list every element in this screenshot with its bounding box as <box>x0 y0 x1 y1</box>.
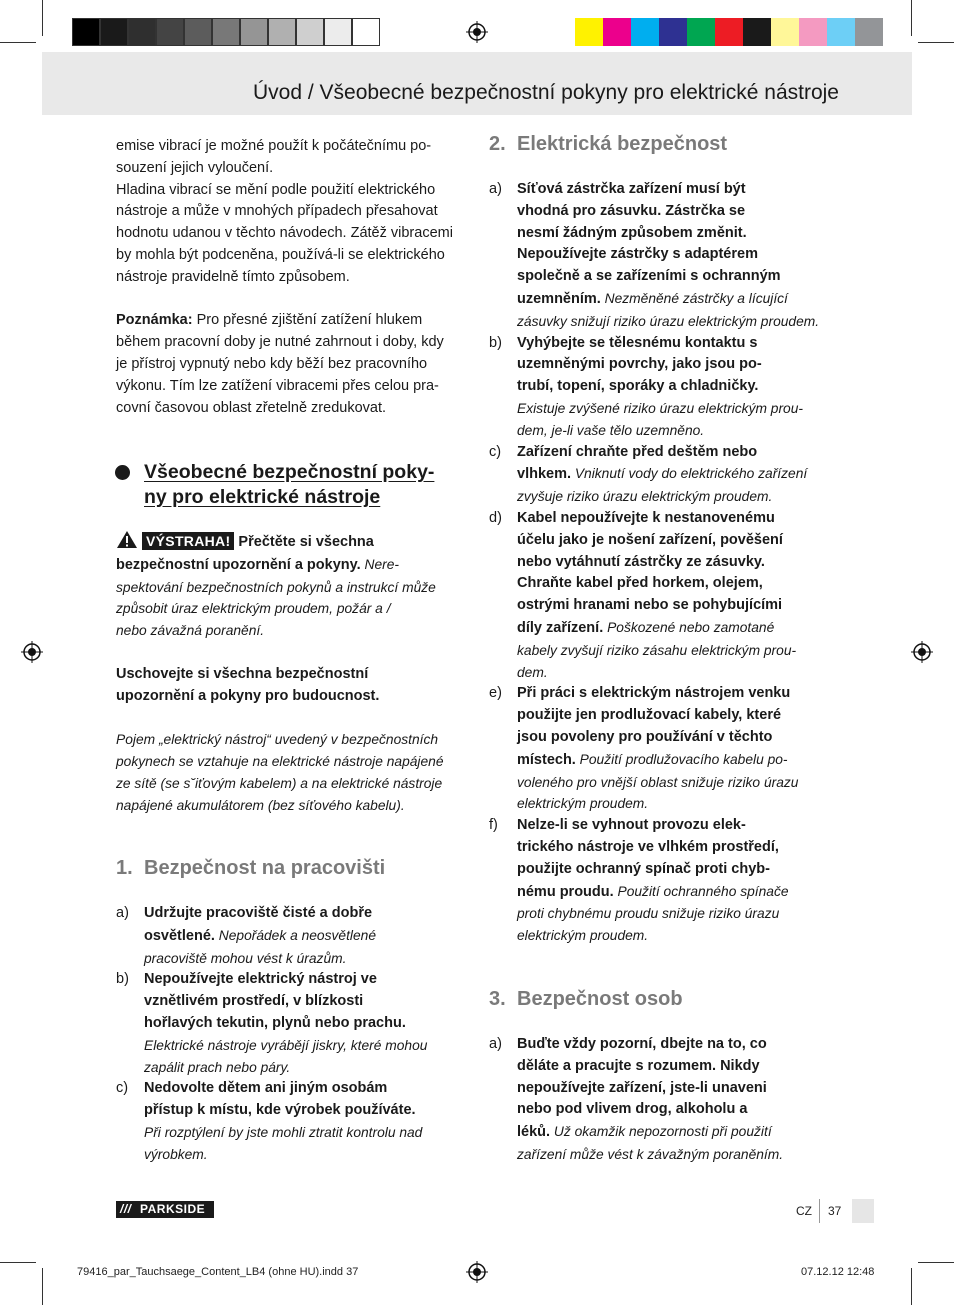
warning-bold: bezpečnostní upozornění a pokyny. <box>116 556 361 573</box>
item-bold: trického nástroje ve vlhkém prostředí, <box>517 838 779 855</box>
item-bold: použijte ochranný spínač proti chyb- <box>517 860 770 877</box>
registration-mark-icon <box>911 641 933 663</box>
item-bold: hořlavých tekutin, plynů nebo prachu. <box>144 1014 406 1031</box>
registration-mark-icon <box>21 641 43 663</box>
item-bold: uzemněním. <box>517 290 601 307</box>
heading-line: Všeobecné bezpečnostní poky- <box>144 461 435 483</box>
term-line: ze sítě (se s˘iťovým kabelem) a na elektrické nástroje <box>116 775 443 791</box>
item-bold: ostrými hranami nebo se pohybujícími <box>517 597 783 614</box>
item-bold: Chraňte kabel před horkem, olejem, <box>517 575 763 592</box>
note-line: Pro přesné zjištění zatížení hlukem <box>192 312 423 329</box>
item-italic: Už okamžik nepozornosti při použití <box>550 1124 772 1140</box>
item-bold: děláte a pracujte s rozumem. Nikdy <box>517 1057 760 1074</box>
crop-mark <box>918 42 954 43</box>
section-heading <box>489 988 683 1011</box>
process-swatch <box>659 18 687 46</box>
bullet-icon <box>115 465 130 480</box>
item-bold: Nepoužívejte zástrčky s adaptérem <box>517 246 758 263</box>
note-line: během pracovní doby je nutné zahrnout i doby, kdy <box>116 334 444 351</box>
intro-line: nástroje pravidelně tímto způsobem. <box>116 268 350 285</box>
item-italic: Vniknutí vody do elektrického zařízení <box>571 466 808 482</box>
section-heading <box>489 133 727 156</box>
item-bold: Zařízení chraňte před deštěm nebo <box>517 443 758 460</box>
gray-swatch <box>324 18 352 46</box>
item-label: e) <box>489 685 502 702</box>
gray-swatch <box>296 18 324 46</box>
item-italic: Poškozené nebo zamotané <box>603 619 775 635</box>
item-bold: nepoužívejte zařízení, jste-li unaveni <box>517 1079 767 1096</box>
warning-italic: Nere- <box>360 556 399 572</box>
keep-line: upozornění a pokyny pro budoucnost. <box>116 687 380 704</box>
item-label: b) <box>116 971 129 988</box>
gray-swatch <box>184 18 212 46</box>
note-line: je přístroj vypnutý nebo kdy běží bez pracovního <box>116 355 428 372</box>
list-item <box>489 508 849 683</box>
section-list <box>489 179 849 947</box>
item-bold: nebo vytáhnutí zástrčky ze zásuvky. <box>517 553 765 570</box>
item-label: f) <box>489 817 498 834</box>
item-bold: účelu jako je nošení zařízení, pověšení <box>517 531 783 548</box>
process-swatch <box>631 18 659 46</box>
item-italic: dem. <box>517 664 548 680</box>
item-bold: Buďte vždy pozorní, dbejte na to, co <box>517 1036 767 1052</box>
item-label: b) <box>489 334 502 351</box>
gray-swatch <box>156 18 184 46</box>
registration-mark-icon <box>466 21 488 43</box>
item-italic: kabely zvyšují riziko zásahu elektrickým prou- <box>517 642 797 658</box>
process-swatch <box>743 18 771 46</box>
gray-swatch <box>240 18 268 46</box>
gray-swatch <box>268 18 296 46</box>
process-swatch <box>827 18 855 46</box>
item-italic: elektrickým proudem. <box>517 928 649 944</box>
warning-tag: VÝSTRAHA! <box>142 532 234 550</box>
item-italic: zařízení může vést k závažným poraněním. <box>517 1146 784 1162</box>
item-italic: zapálit prach nebo páry. <box>144 1059 291 1075</box>
process-swatch <box>771 18 799 46</box>
process-swatch <box>575 18 603 46</box>
item-bold: Síťová zástrčka zařízení musí být <box>517 181 746 197</box>
item-bold: Nelze-li se vyhnout provozu elek- <box>517 817 746 834</box>
page-number: 37 <box>828 1204 842 1218</box>
item-italic: dem, je-li vaše tělo uzemněno. <box>517 422 705 438</box>
intro-line: hodnotu udanou v těchto návodech. Zátěž vibracemi <box>116 225 453 242</box>
section-title: Elektrická bezpečnost <box>517 133 728 155</box>
left-column <box>116 136 468 419</box>
warning-triangle-icon <box>116 530 138 549</box>
intro-line: emise vibrací je možné použít k počátečnímu po- <box>116 138 432 154</box>
term-line: Pojem „elektrický nástroj“ uvedený v bezpečnostních <box>116 732 439 748</box>
item-bold: přístup k místu, kde výrobek používáte. <box>144 1102 416 1119</box>
term-definition <box>116 729 468 816</box>
item-italic: pracoviště mohou vést k úrazům. <box>144 950 347 966</box>
file-slug: 79416_par_Tauchsaege_Content_LB4 (ohne HU).indd 37 <box>77 1266 359 1278</box>
list-item <box>489 683 849 815</box>
item-bold: společně a se zařízeními s ochranným <box>517 268 781 285</box>
item-label: d) <box>489 509 502 526</box>
item-bold: místech. <box>517 751 576 768</box>
item-italic: zvyšuje riziko úrazu elektrickým proudem. <box>517 489 773 505</box>
section-title: Bezpečnost na pracovišti <box>144 857 386 879</box>
note-line: výkonu. Tím lze zatížení vibracemi přes celou pra- <box>116 377 439 394</box>
warning-block <box>116 530 468 816</box>
item-label: c) <box>116 1080 129 1097</box>
keep-instructions <box>116 664 468 708</box>
item-italic: Při rozptýlení by jste mohli ztratit kontrolu nad <box>144 1124 423 1140</box>
item-italic: Nezměněné zástrčky a lícující <box>600 290 788 306</box>
intro-line: by mohla být podceněna, používá-li se elektrického <box>116 246 445 263</box>
crop-mark <box>911 0 912 36</box>
item-bold: léků. <box>517 1124 551 1141</box>
section-number: 1. <box>116 857 133 879</box>
item-label: c) <box>489 443 502 460</box>
item-bold: osvětlené. <box>144 927 215 944</box>
list-item <box>489 179 849 333</box>
note-line: covní časovou oblast zřetelně zredukovat. <box>116 399 387 416</box>
section-list <box>116 903 468 1166</box>
language-code: CZ <box>796 1204 812 1218</box>
item-bold: Udržujte pracoviště čisté a dobře <box>144 905 373 921</box>
item-bold: Při práci s elektrickým nástrojem venku <box>517 685 791 702</box>
gray-swatch <box>72 18 100 46</box>
item-italic: Elektrické nástroje vyrábějí jiskry, které mohou <box>144 1037 428 1053</box>
list-item <box>489 442 849 508</box>
list-item <box>116 1078 468 1165</box>
list-item <box>116 903 468 969</box>
section-number: 3. <box>489 988 506 1010</box>
process-swatch <box>715 18 743 46</box>
item-bold: nému proudu. <box>517 883 614 900</box>
crop-mark <box>0 42 36 43</box>
item-italic: Použití prodlužovacího kabelu po- <box>575 751 788 767</box>
note-label: Poznámka: <box>116 312 193 329</box>
registration-mark-icon <box>466 1261 488 1283</box>
item-bold: použijte jen prodlužovací kabely, které <box>517 707 782 724</box>
section-heading <box>116 857 385 880</box>
item-bold: Nedovolte dětem ani jiným osobám <box>144 1080 388 1097</box>
item-bold: trubí, topení, sporáky a chladničky. <box>517 378 759 395</box>
term-line: pokynech se vztahuje na elektrické nástroje napájené <box>116 753 444 769</box>
section-number: 2. <box>489 133 506 155</box>
list-item <box>489 1034 849 1166</box>
gray-swatch <box>352 18 380 46</box>
intro-line: Hladina vibrací se mění podle použití elektrického <box>116 181 436 198</box>
item-bold: jsou povoleny pro používání v těchto <box>517 728 773 745</box>
warning-italic: spektování bezpečnostních pokynů a instrukcí může <box>116 579 436 595</box>
item-bold: nesmí žádným způsobem změnit. <box>517 224 747 241</box>
process-swatch <box>799 18 827 46</box>
warning-bold: Přečtěte si všechna <box>234 534 374 550</box>
gray-swatch <box>212 18 240 46</box>
item-italic: zásuvky snižují riziko úrazu elektrickým proudem. <box>517 313 820 329</box>
item-bold: Vyhýbejte se tělesnému kontaktu s <box>517 334 758 351</box>
item-bold: Nepoužívejte elektrický nástroj ve <box>144 971 377 988</box>
process-swatch <box>687 18 715 46</box>
main-section-heading <box>144 460 474 510</box>
item-bold: vznětlivém prostředí, v blízkosti <box>144 993 364 1010</box>
item-label: a) <box>116 905 129 921</box>
item-bold: nebo pod vlivem drog, alkoholu a <box>517 1101 748 1118</box>
item-bold: Kabel nepoužívejte k nestanovenému <box>517 509 775 526</box>
process-swatch <box>603 18 631 46</box>
warning-italic: způsobit úraz elektrickým proudem, požár a / <box>116 601 391 617</box>
list-item <box>489 333 849 442</box>
item-italic: Existuje zvýšené riziko úrazu elektrickým prou- <box>517 400 803 416</box>
crop-mark <box>918 1262 954 1263</box>
list-item <box>116 969 468 1078</box>
item-italic: výrobkem. <box>144 1146 208 1162</box>
note-paragraph <box>116 310 468 419</box>
item-label: a) <box>489 181 502 197</box>
crop-mark <box>0 1262 36 1263</box>
intro-line: souzení jejich vyloučení. <box>116 159 274 176</box>
logo-stripes-icon: /// <box>120 1202 132 1216</box>
keep-line: Uschovejte si všechna bezpečnostní <box>116 665 369 682</box>
crop-mark <box>911 1268 912 1305</box>
item-italic: proti chybnému proudu snižuje riziko úrazu <box>517 906 780 922</box>
intro-line: nástroje a může v mnohých případech přesahovat <box>116 203 438 220</box>
item-bold: uzemněnými povrchy, jako jsou po- <box>517 356 762 373</box>
item-bold: vhodná pro zásuvku. Zástrčka se <box>517 202 746 219</box>
brand-name: PARKSIDE <box>140 1202 206 1216</box>
intro-paragraph <box>116 136 468 289</box>
section-title: Bezpečnost osob <box>517 988 683 1010</box>
term-line: napájené akumulátorem (bez síťového kabelu). <box>116 797 405 813</box>
page-tab <box>852 1199 874 1223</box>
list-item <box>489 815 849 947</box>
crop-mark <box>42 0 43 36</box>
item-italic: voleného pro vnější oblast snižuje riziko úrazu <box>517 774 799 790</box>
warning-italic: nebo závažná poranění. <box>116 623 265 639</box>
item-bold: vlhkem. <box>517 466 571 483</box>
print-date: 07.12.12 12:48 <box>801 1266 875 1278</box>
section-list <box>489 1034 849 1166</box>
process-swatch <box>855 18 883 46</box>
item-label: a) <box>489 1036 502 1052</box>
item-italic: Použití ochranného spínače <box>613 883 789 899</box>
item-italic: Nepořádek a neosvětlené <box>214 927 376 943</box>
page-divider <box>819 1199 820 1223</box>
crop-mark <box>42 1268 43 1305</box>
parkside-logo <box>116 1201 214 1218</box>
heading-line: ny pro elektrické nástroje <box>144 486 381 508</box>
gray-swatch <box>128 18 156 46</box>
item-bold: díly zařízení. <box>517 619 604 636</box>
page-title: Úvod / Všeobecné bezpečnostní pokyny pro elektrické nástroje <box>252 81 839 104</box>
gray-swatch <box>100 18 128 46</box>
item-italic: elektrickým proudem. <box>517 796 649 812</box>
